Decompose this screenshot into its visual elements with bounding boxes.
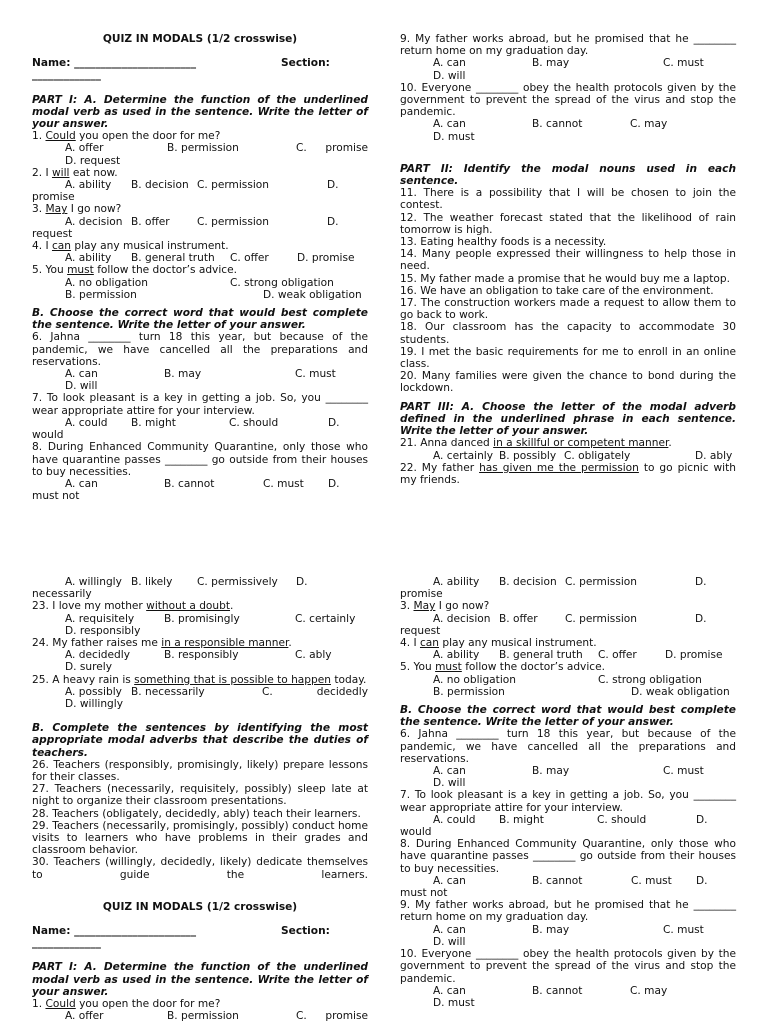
question-4-repeat: 4. I can play any musical instrument. (400, 637, 597, 650)
question-1-repeat: 1. Could you open the door for me? (32, 998, 221, 1011)
question-5-options-row2: B. permission D. weak obligation (65, 288, 362, 301)
question-5-options-row1-repeat: A. no obligation C. strong obligation (433, 673, 702, 686)
question-23: 23. I love my mother without a doubt. (32, 600, 234, 613)
part3b-heading: B. Complete the sentences by identifying the most appropriate modal adverbs that describe the duties of teachers. (32, 722, 368, 759)
question-25-option-d: D. willingly (65, 698, 123, 711)
question-3-options: A. decision B. offer C. permission D. (65, 215, 339, 228)
question-7-repeat: 7. To look pleasant is a key in getting a job. So, you ________ wear appropriate attire for your interview. (400, 789, 736, 814)
question-6-options: A. can B. may C. must (65, 368, 336, 381)
question-10-options-repeat: A. can B. cannot C. may (433, 984, 668, 997)
question-9-option-d-repeat: D. will (433, 935, 466, 948)
question-4-options-repeat: A. ability B. general truth C. offer D. promise (433, 649, 723, 662)
list-item: 27. Teachers (necessarily, requisitely, possibly) sleep late at night to organize their classroom presentations. (32, 783, 368, 808)
question-24-option-d: D. surely (65, 661, 112, 674)
question-3-options-repeat: A. decision B. offer C. permission D. (433, 612, 707, 625)
question-8-option-d-cont: must not (32, 490, 80, 503)
question-2-option-d-cont: promise (32, 191, 75, 204)
part2-list (400, 187, 736, 394)
question-25-options: A. possibly B. necessarily C. decidedly (65, 685, 368, 698)
part1b-heading: B. Choose the correct word that would best complete the sentence. Write the letter of your answer. (32, 307, 368, 332)
section-blank: _____________ (32, 937, 101, 950)
bottom-left-column (32, 576, 368, 1023)
question-2-option-d-cont-repeat: promise (400, 588, 443, 601)
question-23-option-d: D. responsibly (65, 624, 141, 637)
question-7-option-d-cont: would (32, 429, 64, 442)
top-left-column (32, 33, 368, 502)
question-2: 2. I will eat now. (32, 166, 118, 179)
question-1-options-repeat: A. offer B. permission C. promise (65, 1010, 368, 1023)
question-21: 21. Anna danced in a skillful or competent manner. (400, 437, 672, 450)
list-item: 17. The construction workers made a request to allow them to go back to work. (400, 297, 736, 322)
list-item: 30. Teachers (willingly, decidedly, likely) dedicate themselves to guide the learners. (32, 856, 368, 881)
question-9: 9. My father works abroad, but he promised that he ________ return home on my graduation day. (400, 33, 736, 58)
question-6-option-d-repeat: D. will (433, 777, 466, 790)
question-5-options-row1: A. no obligation C. strong obligation (65, 276, 334, 289)
question-6-option-d: D. will (65, 380, 98, 393)
name-section-row-repeat (32, 925, 368, 937)
part3b-list (32, 759, 368, 881)
question-8-repeat: 8. During Enhanced Community Quarantine, only those who have quarantine passes ________ go outside from their houses to buy necessities. (400, 838, 736, 875)
list-item: 12. The weather forecast stated that the likelihood of rain tomorrow is high. (400, 211, 736, 236)
question-4-options: A. ability B. general truth C. offer D. promise (65, 252, 355, 265)
list-item: 11. There is a possibility that I will be chosen to join the contest. (400, 187, 736, 212)
question-10: 10. Everyone ________ obey the health protocols given by the government to prevent the spread of the virus and stop the pandemic. (400, 81, 736, 119)
question-2-options-repeat: A. ability B. decision C. permission D. (433, 576, 707, 588)
list-item: 29. Teachers (necessarily, promisingly, possibly) conduct home visits to learners who have problems in their grades and classroom behavior. (32, 819, 368, 857)
question-7-option-d-cont-repeat: would (400, 826, 432, 839)
question-1-option-d: D. request (65, 154, 121, 167)
question-5-options-row2-repeat: B. permission D. weak obligation (433, 685, 730, 698)
question-22: 22. My father has given me the permission to go picnic with my friends. (400, 461, 736, 486)
question-6-repeat: 6. Jahna ________ turn 18 this year, but because of the pandemic, we have cancelled all the preparations and reservations. (400, 728, 736, 765)
question-21-options: A. certainly B. possibly C. obligately D. ably (433, 449, 733, 462)
question-10-option-d-repeat: D. must (433, 996, 475, 1009)
question-10-options: A. can B. cannot C. may (433, 118, 668, 131)
list-item: 19. I met the basic requirements for me to enroll in an online class. (400, 345, 736, 371)
list-item: 26. Teachers (responsibly, promisingly, likely) prepare lessons for their classes. (32, 758, 368, 784)
question-8-options-repeat: A. can B. cannot C. must D. (433, 874, 708, 887)
part1a-heading: PART I: A. Determine the function of the underlined modal verb as used in the sentence. Write the letter of your answer. (32, 93, 368, 131)
part3a-heading: PART III: A. Choose the letter of the modal adverb defined in the underlined phrase in each sentence. Write the letter of your answer. (400, 400, 736, 438)
question-10-repeat: 10. Everyone ________ obey the health protocols given by the government to prevent the spread of the virus and stop the pandemic. (400, 948, 736, 985)
question-9-options-repeat: A. can B. may C. must (433, 923, 704, 936)
list-item: 13. Eating healthy foods is a necessity. (400, 236, 607, 249)
list-item: 14. Many people expressed their willingness to help those in need. (400, 248, 736, 273)
part1b-heading-repeat: B. Choose the correct word that would best complete the sentence. Write the letter of your answer. (400, 704, 736, 729)
section-blank: _____________ (32, 69, 101, 82)
part1a-heading-repeat: PART I: A. Determine the function of the underlined modal verb as used in the sentence. Write the letter of your answer. (32, 961, 368, 998)
question-8: 8. During Enhanced Community Quarantine, only those who have quarantine passes ________ go outside from their houses to buy necessities. (32, 441, 368, 478)
question-22-option-d-cont: necessarily (32, 588, 92, 601)
quiz-title-repeat: QUIZ IN MODALS (1/2 crosswise) (102, 900, 298, 913)
question-3-option-d-cont-repeat: request (400, 624, 441, 637)
question-22-options: A. willingly B. likely C. permissively D. (65, 576, 308, 588)
list-item: 28. Teachers (obligately, decidedly, ably) teach their learners. (32, 807, 361, 820)
question-3: 3. May I go now? (32, 203, 122, 216)
list-item: 18. Our classroom has the capacity to accommodate 30 students. (400, 321, 736, 346)
question-5: 5. You must follow the doctor’s advice. (32, 264, 237, 277)
question-9-option-d: D. will (433, 69, 466, 82)
question-6-options-repeat: A. can B. may C. must (433, 765, 704, 778)
top-right-column (400, 33, 736, 486)
list-item: 20. Many families were given the chance to bond during the lockdown. (400, 370, 736, 395)
question-7-options: A. could B. might C. should D. (65, 416, 340, 429)
bottom-right-column (400, 576, 736, 1009)
question-24: 24. My father raises me in a responsible manner. (32, 637, 292, 650)
question-23-options: A. requisitely B. promisingly C. certainly (65, 612, 356, 625)
question-4: 4. I can play any musical instrument. (32, 240, 229, 253)
question-7-options-repeat: A. could B. might C. should D. (433, 813, 708, 826)
question-25: 25. A heavy rain is something that is possible to happen today. (32, 673, 367, 686)
list-item: 15. My father made a promise that he would buy me a laptop. (400, 272, 730, 285)
question-7: 7. To look pleasant is a key in getting a job. So, you ________ wear appropriate attire for your interview. (32, 392, 368, 417)
name-section-row (32, 57, 368, 69)
question-1-options: A. offer B. permission C. promise (65, 142, 368, 155)
question-1: 1. Could you open the door for me? (32, 130, 221, 143)
question-9-options: A. can B. may C. must (433, 57, 704, 70)
question-24-options: A. decidedly B. responsibly C. ably (65, 649, 332, 662)
question-8-options: A. can B. cannot C. must D. (65, 477, 340, 490)
question-3-repeat: 3. May I go now? (400, 600, 490, 613)
part2-heading: PART II: Identify the modal nouns used in each sentence. (400, 162, 736, 188)
question-5-repeat: 5. You must follow the doctor’s advice. (400, 661, 605, 674)
question-9-repeat: 9. My father works abroad, but he promised that he ________ return home on my graduation day. (400, 899, 736, 924)
question-2-options: A. ability B. decision C. permission D. (65, 179, 339, 192)
name-label: Name: _______________________ (32, 57, 196, 70)
name-label: Name: _______________________ (32, 925, 196, 938)
question-6: 6. Jahna ________ turn 18 this year, but because of the pandemic, we have cancelled all the preparations and reservations. (32, 331, 368, 368)
question-10-option-d: D. must (433, 130, 475, 143)
question-8-option-d-cont-repeat: must not (400, 887, 448, 900)
question-3-option-d-cont: request (32, 227, 73, 240)
section-label: Section: (281, 57, 330, 70)
list-item: 16. We have an obligation to take care of the environment. (400, 284, 714, 297)
quiz-title: QUIZ IN MODALS (1/2 crosswise) (102, 33, 298, 45)
section-label: Section: (281, 925, 330, 938)
